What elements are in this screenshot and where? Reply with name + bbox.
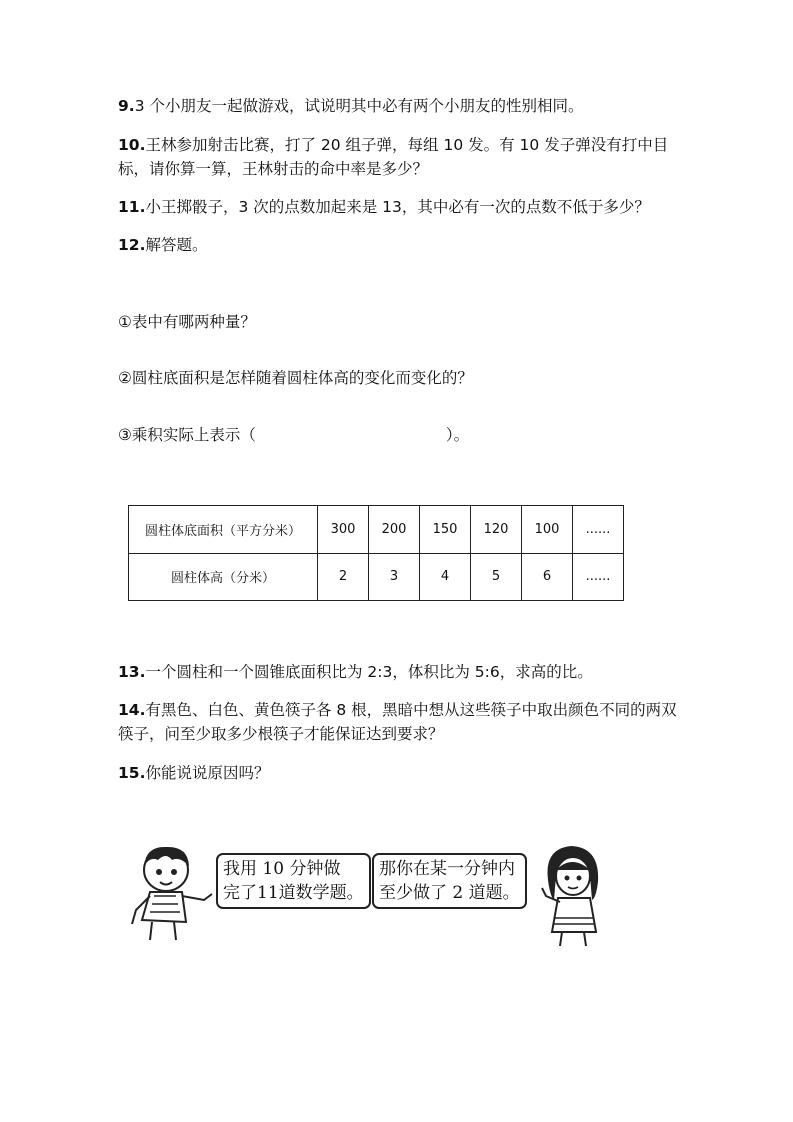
cylinder-table [128, 505, 624, 601]
question-number: 11. [118, 198, 146, 216]
row-header: 圆柱体高（分米） [129, 553, 318, 601]
table-cell: 120 [471, 506, 522, 554]
girl-speech-bubble [372, 853, 527, 909]
question-9 [118, 94, 678, 118]
question-text: 小王掷骰子，3 次的点数加起来是 13，其中必有一次的点数不低于多少？ [145, 198, 650, 216]
question-number: 12. [118, 236, 146, 254]
question-number: 10. [118, 136, 146, 154]
boy-speech-bubble [216, 853, 371, 909]
q12-sub-c-suffix: ）。 [445, 426, 470, 444]
q12-sub-b: ②圆柱底面积是怎样随着圆柱体高的变化而变化的？ [118, 369, 473, 387]
boy-line-1: 我用 10 分钟做 [223, 859, 341, 879]
question-text: 你能说说原因吗？ [145, 764, 270, 782]
boy-line-2: 完了11道数学题。 [223, 883, 364, 903]
comic-illustration [128, 840, 608, 950]
table-cell: 6 [522, 553, 573, 601]
boy-illustration [128, 840, 218, 950]
question-14 [118, 698, 678, 746]
table-cell: 300 [318, 506, 369, 554]
table-cell: 150 [420, 506, 471, 554]
q12-sub-c [118, 423, 469, 447]
question-text: 有黑色、白色、黄色筷子各 8 根，黑暗中想从这些筷子中取出颜色不同的两双筷子，问至少取多少根筷子才能保证达到要求？ [118, 701, 677, 743]
table-cell: 200 [369, 506, 420, 554]
girl-line-1: 那你在某一分钟内 [379, 859, 515, 879]
table-cell: 100 [522, 506, 573, 554]
girl-line-2: 至少做了 2 道题。 [379, 883, 520, 903]
question-text: 王林参加射击比赛，打了 20 组子弹，每组 10 发。有 10 发子弹没有打中目标，请你算一算，王林射击的命中率是多少？ [118, 136, 669, 178]
row-header: 圆柱体底面积（平方分米） [129, 506, 318, 554]
question-text: 一个圆柱和一个圆锥底面积比为 2:3，体积比为 5:6，求高的比。 [145, 663, 593, 681]
table-cell: 3 [369, 553, 420, 601]
table-cell: 4 [420, 553, 471, 601]
question-15 [118, 761, 678, 785]
q12-sub-a: ①表中有哪两种量？ [118, 313, 256, 331]
question-number: 13. [118, 663, 146, 681]
table-cell: ...... [573, 553, 624, 601]
question-number: 9. [118, 97, 135, 115]
question-text: 3 个小朋友一起做游戏，试说明其中必有两个小朋友的性别相同。 [134, 97, 584, 115]
table-cell: ...... [573, 506, 624, 554]
table-row [129, 553, 624, 601]
girl-illustration [538, 840, 608, 950]
question-12 [118, 233, 678, 257]
question-number: 14. [118, 701, 146, 719]
question-10 [118, 133, 678, 181]
question-text: 解答题。 [145, 236, 208, 254]
question-13 [118, 660, 678, 684]
table-cell: 2 [318, 553, 369, 601]
q12-sub-c-prefix: ③乘积实际上表示（ [118, 426, 256, 444]
question-number: 15. [118, 764, 146, 782]
table-row [129, 506, 624, 554]
table-cell: 5 [471, 553, 522, 601]
question-11 [118, 195, 678, 219]
